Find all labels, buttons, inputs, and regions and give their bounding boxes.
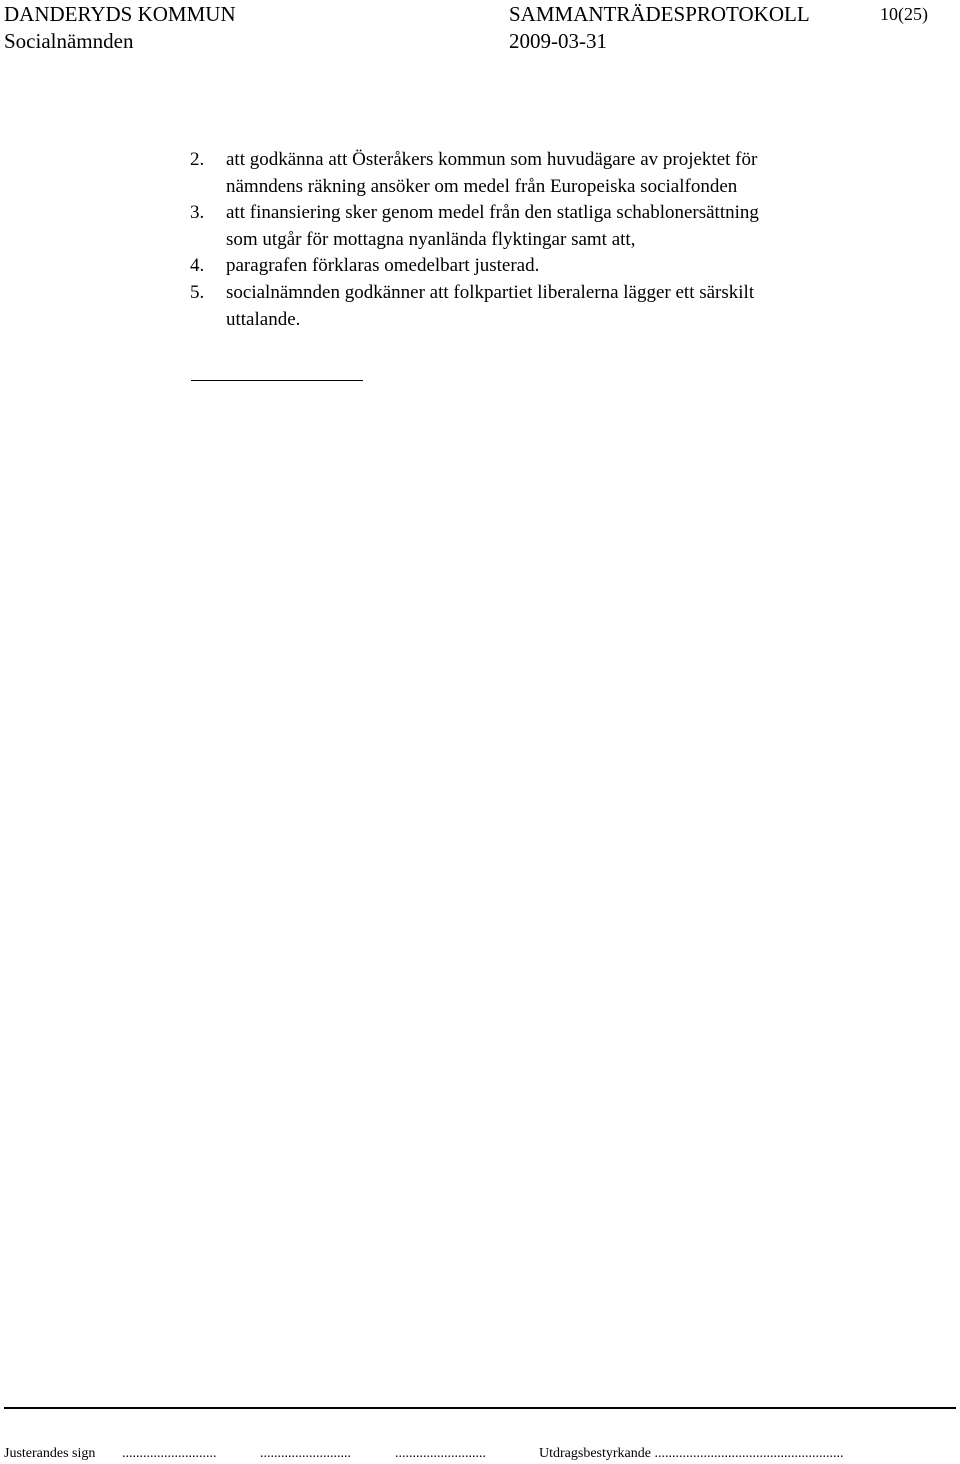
list-item [190, 253, 890, 280]
footer-divider [4, 1407, 956, 1409]
decision-list [190, 147, 890, 333]
item-number: 2. [190, 149, 205, 170]
item-number: 4. [190, 255, 205, 277]
item-text: socialnämnden godkänner att folkpartiet liberalerna lägger ett särskilt uttalande. [226, 281, 755, 330]
page-number: 10(25) [880, 4, 928, 24]
extract-certification-label: Utdragsbestyrkande ...................................................... [539, 1446, 844, 1461]
item-number: 3. [190, 202, 205, 224]
list-item [190, 147, 890, 200]
item-text: att finansiering sker genom medel från den statliga schablonersättning som utgår för mottagna nyanlända flyktingar samt att, [226, 202, 759, 250]
list-item [190, 200, 890, 253]
organization-name: DANDERYDS KOMMUN [4, 2, 236, 26]
item-text: att godkänna att Österåkers kommun som huvudägare av projektet för nämndens räkning ansöker om medel från Europeiska socialfonden [226, 149, 758, 197]
document-type: SAMMANTRÄDESPROTOKOLL [509, 2, 810, 26]
signature-label: Justerandes sign [4, 1446, 96, 1461]
department-name: Socialnämnden [4, 29, 134, 53]
section-divider [191, 380, 363, 381]
item-number: 5. [190, 281, 205, 303]
item-text: paragrafen förklaras omedelbart justerad. [226, 255, 540, 277]
signature-line-2: .......................... [260, 1446, 351, 1461]
list-item [190, 280, 890, 333]
signature-line-1: ........................... [122, 1446, 217, 1461]
meeting-date: 2009-03-31 [509, 29, 607, 53]
signature-line-3: .......................... [395, 1446, 486, 1461]
